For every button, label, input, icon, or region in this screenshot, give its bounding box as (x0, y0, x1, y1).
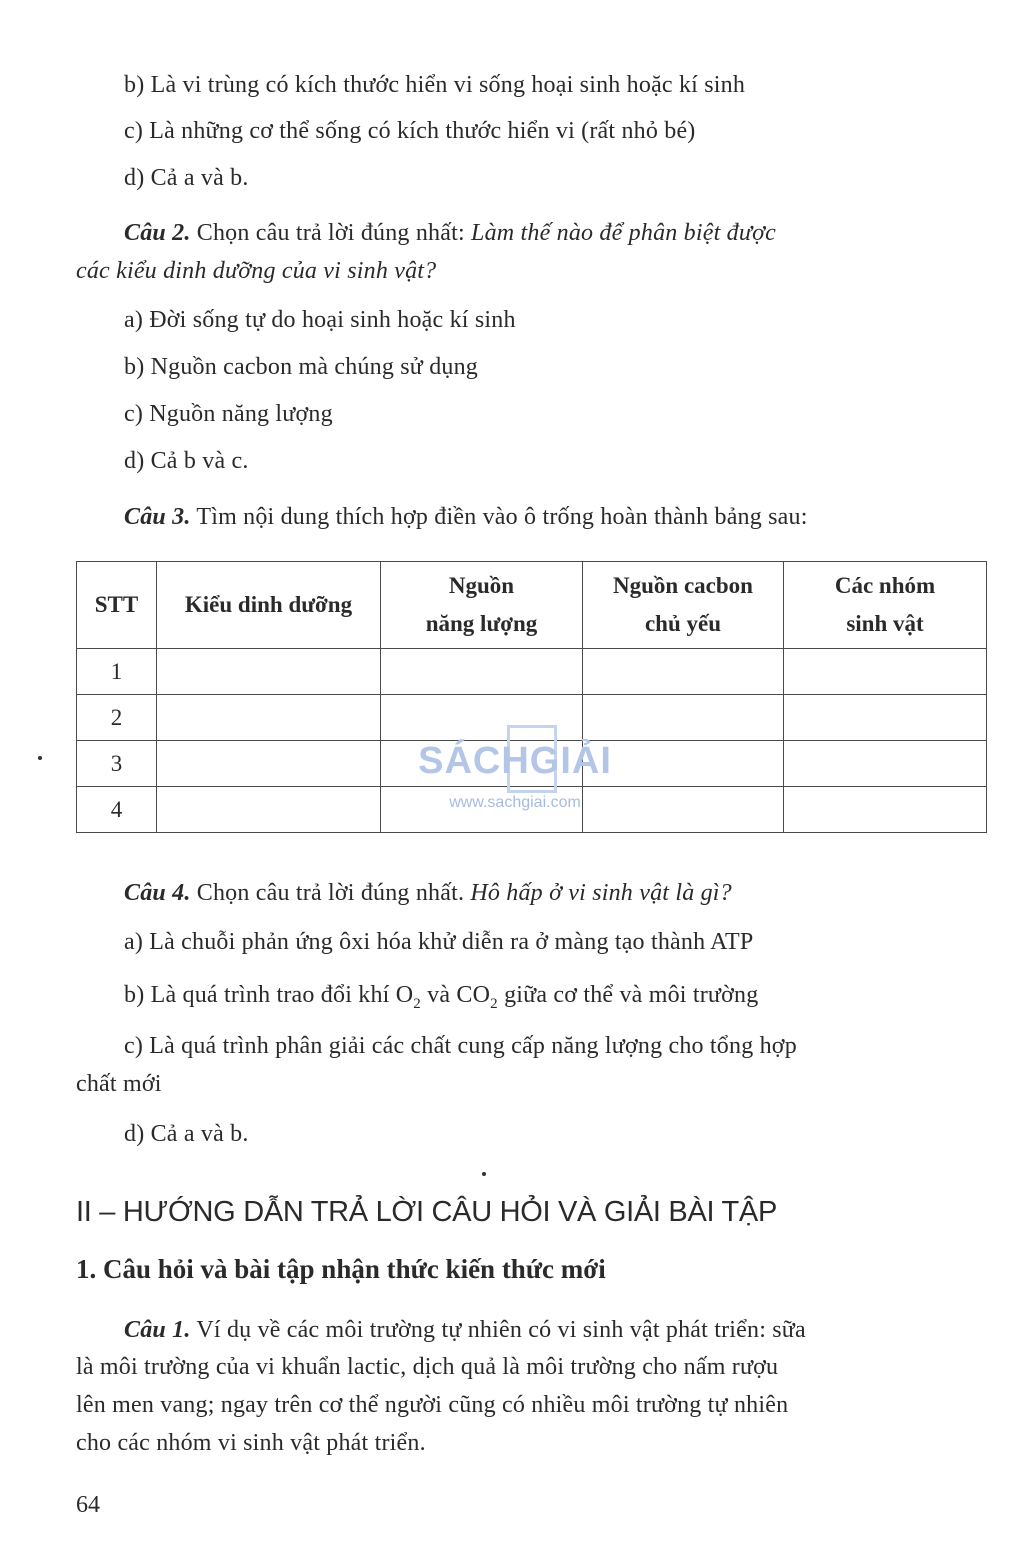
header-nhom-line2: sinh vật (846, 611, 924, 636)
header-nguon-nang-luong (381, 562, 583, 649)
q4-option-d: d) Cả a và b. (124, 1121, 249, 1147)
q2-option-c: c) Nguồn năng lượng (124, 401, 333, 427)
q1-option-d: d) Cả a và b. (124, 165, 249, 191)
q2-question-line2: các kiểu dinh dưỡng của vi sinh vật? (76, 258, 437, 284)
table-header-row (77, 562, 987, 649)
table-cell (784, 787, 987, 833)
q2-instruction: Chọn câu trả lời đúng nhất: (196, 220, 465, 246)
header-nguon-cacbon (583, 562, 784, 649)
q2-prompt (124, 218, 776, 248)
answer1-label: Câu 1. (124, 1317, 191, 1343)
q3-prompt (124, 502, 808, 532)
q4-prompt (124, 878, 732, 908)
scan-speck (38, 756, 42, 760)
header-nang-luong-line1: Nguồn (448, 573, 515, 598)
q4-option-b-mid: và CO (420, 982, 491, 1008)
table-row (77, 649, 987, 695)
answer1-line2: là môi trường của vi khuẩn lactic, dịch quả là môi trường cho nấm rượu (76, 1354, 779, 1380)
row-number: 4 (77, 787, 157, 833)
q2-option-d: d) Cả b và c. (124, 448, 249, 474)
header-stt: STT (77, 562, 157, 649)
table-cell (583, 649, 784, 695)
section-heading: II – HƯỚNG DẪN TRẢ LỜI CÂU HỎI VÀ GIẢI BÀI TẬP (76, 1196, 778, 1228)
row-number: 3 (77, 741, 157, 787)
q4-option-b-post: giữa cơ thể và môi trường (497, 982, 759, 1008)
header-kieu-dinh-duong: Kiểu dinh dưỡng (157, 562, 381, 649)
subsection-heading: 1. Câu hỏi và bài tập nhận thức kiến thức mới (76, 1254, 606, 1284)
header-nang-luong-line2: năng lượng (425, 611, 538, 636)
q4-option-c-line1: c) Là quá trình phân giải các chất cung cấp năng lượng cho tổng hợp (124, 1033, 797, 1059)
q2-label: Câu 2. (124, 220, 191, 246)
header-cacbon-line1: Nguồn cacbon (613, 573, 753, 598)
q3-label: Câu 3. (124, 504, 191, 530)
q4-instruction: Chọn câu trả lời đúng nhất. (196, 880, 465, 906)
q4-question: Hô hấp ở vi sinh vật là gì? (470, 880, 732, 906)
co2-subscript: 2 (490, 995, 498, 1012)
answer1-line3: lên men vang; ngay trên cơ thể người cũng có nhiều môi trường tự nhiên (76, 1392, 789, 1418)
table-cell (784, 649, 987, 695)
table-cell (157, 695, 381, 741)
q3-text: Tìm nội dung thích hợp điền vào ô trống hoàn thành bảng sau: (196, 504, 808, 530)
answer1-line4: cho các nhóm vi sinh vật phát triển. (76, 1430, 426, 1456)
q4-label: Câu 4. (124, 880, 191, 906)
o2-subscript: 2 (413, 995, 421, 1012)
watermark (410, 720, 620, 820)
header-cacbon-line2: chủ yếu (644, 611, 722, 636)
watermark-brand: SÁCHGIẢI (418, 740, 612, 782)
page-number: 64 (76, 1492, 100, 1518)
watermark-url: www.sachgiai.com (449, 794, 581, 811)
answer1-line1 (124, 1315, 806, 1345)
table-cell (381, 649, 583, 695)
row-number: 2 (77, 695, 157, 741)
q4-option-a: a) Là chuỗi phản ứng ôxi hóa khử diễn ra ở màng tạo thành ATP (124, 929, 754, 955)
header-nhom-line1: Các nhóm (834, 573, 936, 598)
table-cell (157, 741, 381, 787)
table-cell (157, 787, 381, 833)
answer1-text-line1: Ví dụ về các môi trường tự nhiên có vi sinh vật phát triển: sữa (196, 1317, 806, 1343)
q4-option-c-line2: chất mới (76, 1071, 162, 1097)
scan-speck (482, 1172, 486, 1176)
q4-option-b-pre: b) Là quá trình trao đổi khí O (124, 982, 414, 1008)
row-number: 1 (77, 649, 157, 695)
table-cell (784, 741, 987, 787)
q2-question-line1: Làm thế nào để phân biệt được (471, 220, 777, 246)
table-cell (157, 649, 381, 695)
q1-option-b: b) Là vi trùng có kích thước hiển vi sống hoại sinh hoặc kí sinh (124, 72, 746, 98)
q1-option-c: c) Là những cơ thể sống có kích thước hiển vi (rất nhỏ bé) (124, 118, 696, 144)
q2-option-a: a) Đời sống tự do hoại sinh hoặc kí sinh (124, 307, 516, 333)
q2-option-b: b) Nguồn cacbon mà chúng sử dụng (124, 354, 479, 380)
header-cac-nhom (784, 562, 987, 649)
q4-option-b (124, 980, 758, 1010)
table-cell (784, 695, 987, 741)
